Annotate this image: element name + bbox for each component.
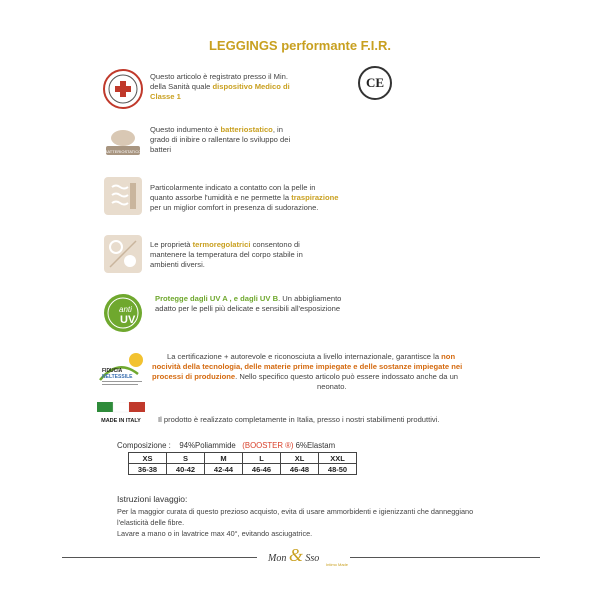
footer-line-left — [62, 557, 257, 558]
footer-line-right — [350, 557, 540, 558]
made-in-italy-flag — [97, 402, 147, 426]
item-bacteriostatic-text: Questo indumento è batteriostatico, in grado di inibire o rallentare lo sviluppo dei batteri — [150, 125, 291, 154]
brand-logo: Mon & Sso — [268, 545, 320, 565]
svg-text:MADE IN ITALY: MADE IN ITALY — [101, 418, 141, 424]
size-value: 36-38 — [129, 464, 167, 475]
size-value: 48-50 — [319, 464, 357, 475]
composition: Composizione : 94%Poliammide (BOOSTER ®) 6%Elastam — [117, 441, 336, 450]
item-thermo-text: Le proprietà termoregolatrici consentono di mantenere la temperatura del corpo stabile in ambienti diversi. — [150, 240, 303, 269]
svg-text:FIDUCIA: FIDUCIA — [102, 368, 123, 374]
size-table — [128, 452, 357, 475]
size-value-row — [129, 464, 357, 475]
item-certification-text: La certificazione + autorevole e riconosciuta a livello internazionale, garantisce la non nocività della tecnologia, delle materie prime impiegate e delle sostanze impiegate nei processi di produzione. Nello specifico questo articolo può essere indossato anche da un neonato. — [152, 352, 463, 391]
size-value: 42-44 — [205, 464, 243, 475]
item-italy-text: Il prodotto è realizzato completamente in Italia, presso i nostri stabilimenti produttivi. — [158, 415, 440, 424]
size-head: S — [167, 453, 205, 464]
ce-mark-icon: CE — [358, 66, 392, 100]
size-value: 46-48 — [281, 464, 319, 475]
size-value: 40-42 — [167, 464, 205, 475]
size-head: XS — [129, 453, 167, 464]
size-value: 46-46 — [243, 464, 281, 475]
fiducia-tessile-logo — [98, 350, 148, 392]
svg-text:anti: anti — [119, 305, 132, 314]
anti-uv-icon — [102, 292, 144, 334]
item-medical-text: Questo articolo è registrato presso il Min. della Sanità quale dispositivo Medico di Classe 1 — [150, 72, 290, 101]
brand-logo-sub: Intimo Made — [326, 562, 349, 567]
medical-device-icon — [102, 68, 144, 110]
instructions-text: Per la maggior curata di questo prezioso acquisto, evita di usare ammorbidenti e igienizzanti che danneggiano l'elasticità delle fibre. Lavare a mano o in lavatrice max 40°, evitando asciugatrice. — [117, 507, 474, 538]
bacteriostatic-icon — [102, 122, 144, 164]
size-head: XL — [281, 453, 319, 464]
breathable-icon — [102, 175, 144, 217]
size-head: L — [243, 453, 281, 464]
svg-text:NELTESSILE: NELTESSILE — [102, 374, 133, 380]
svg-text:BATTERIOSTATICO: BATTERIOSTATICO — [104, 149, 142, 154]
item-breathable-text: Particolarmente indicato a contatto con la pelle in quanto assorbe l'umidità e ne permette la traspirazione per un miglior comfort in presenza di sudorazione. — [150, 183, 339, 212]
thermoregulation-icon — [102, 233, 144, 275]
page-title: LEGGINGS performante F.I.R. — [208, 38, 392, 53]
svg-text:UV: UV — [120, 314, 136, 326]
size-head: M — [205, 453, 243, 464]
instructions-title: Istruzioni lavaggio: — [117, 494, 188, 504]
size-head: XXL — [319, 453, 357, 464]
item-uv-text: Protegge dagli UV A , e dagli UV B. Un abbigliamento adatto per le pelli più delicate e sensibili all'esposizione — [155, 294, 342, 313]
size-head-row — [129, 453, 357, 464]
